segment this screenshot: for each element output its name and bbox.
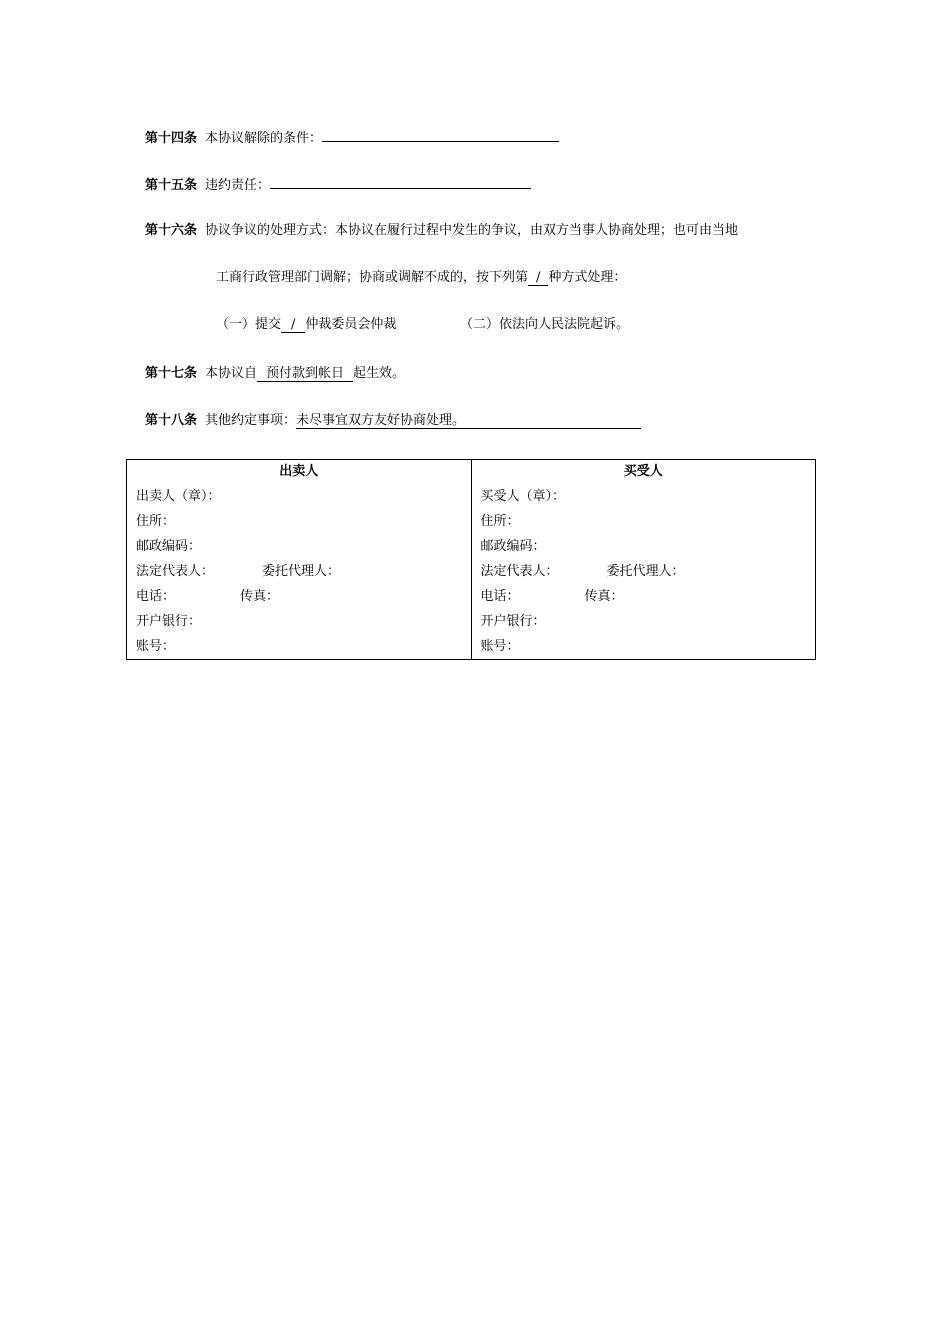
article-16-line-2-pre: 工商行政管理部门调解；协商或调解不成的，按下列第	[216, 270, 529, 285]
article-16-option-2-text: （二）依法向人民法院起诉。	[460, 317, 630, 332]
article-16-option-1	[216, 316, 396, 334]
seller-name-field[interactable]: 出卖人（章）：	[136, 489, 221, 504]
article-14-number: 第十四条	[145, 131, 198, 146]
buyer-postcode-field[interactable]: 邮政编码：	[480, 539, 546, 554]
article-14-text: 本协议解除的条件：	[205, 131, 323, 146]
buyer-phone-field[interactable]: 电话：	[480, 589, 520, 604]
seller-legal-rep-field[interactable]: 法定代表人：	[136, 564, 215, 579]
article-15-blank-field[interactable]	[270, 174, 531, 189]
seller-heading: 出卖人	[279, 464, 319, 479]
buyer-heading: 买受人	[623, 464, 663, 479]
buyer-agent-field[interactable]: 委托代理人：	[606, 564, 685, 579]
seller-agent-field[interactable]: 委托代理人：	[262, 564, 341, 579]
buyer-column	[471, 460, 816, 660]
article-17-fill[interactable]: 预付款到帐日	[257, 366, 353, 382]
article-16-number: 第十六条	[145, 223, 198, 238]
seller-bank-field[interactable]: 开户银行：	[136, 614, 202, 629]
article-18	[145, 412, 641, 430]
article-16-option-1-fill[interactable]: /	[281, 317, 305, 333]
article-17-post: 起生效。	[353, 366, 406, 381]
buyer-rep-row	[481, 559, 807, 584]
article-16-option-1-pre: （一）提交	[216, 317, 282, 332]
buyer-address-field[interactable]: 住所：	[480, 514, 520, 529]
parties-table	[126, 459, 816, 660]
seller-contact-row	[136, 584, 462, 609]
article-15-text: 违约责任：	[205, 178, 271, 193]
buyer-bank-field[interactable]: 开户银行：	[480, 614, 546, 629]
buyer-name-field[interactable]: 买受人（章）：	[480, 489, 566, 504]
buyer-account-field[interactable]: 账号：	[480, 639, 520, 654]
seller-postcode-field[interactable]: 邮政编码：	[136, 539, 202, 554]
seller-rep-row	[136, 559, 462, 584]
article-16-option-2	[460, 316, 629, 334]
seller-fax-field[interactable]: 传真：	[240, 589, 280, 604]
article-17-number: 第十七条	[145, 366, 198, 381]
article-18-fill[interactable]: 未尽事宜双方友好协商处理。	[296, 413, 641, 429]
seller-account-field[interactable]: 账号：	[136, 639, 176, 654]
article-16-line-2	[216, 269, 626, 287]
buyer-fax-field[interactable]: 传真：	[584, 589, 624, 604]
buyer-contact-row	[481, 584, 807, 609]
article-17-pre: 本协议自	[205, 366, 258, 381]
seller-address-field[interactable]: 住所：	[136, 514, 176, 529]
article-16-option-1-post: 仲裁委员会仲裁	[305, 317, 397, 332]
seller-phone-field[interactable]: 电话：	[136, 589, 176, 604]
article-15-number: 第十五条	[145, 178, 198, 193]
article-16-text: 协议争议的处理方式：本协议在履行过程中发生的争议，由双方当事人协商处理；也可由当地	[205, 223, 739, 238]
buyer-legal-rep-field[interactable]: 法定代表人：	[480, 564, 559, 579]
seller-column	[127, 460, 472, 660]
article-16-line-2-post: 种方式处理：	[548, 270, 627, 285]
article-14	[145, 127, 559, 148]
article-16-method-fill[interactable]: /	[528, 270, 548, 286]
article-16-line-1	[145, 222, 738, 240]
article-18-pre: 其他约定事项：	[205, 413, 297, 428]
article-18-number: 第十八条	[145, 413, 198, 428]
article-15	[145, 174, 531, 195]
article-17	[145, 365, 405, 383]
article-14-blank-field[interactable]	[322, 127, 559, 142]
